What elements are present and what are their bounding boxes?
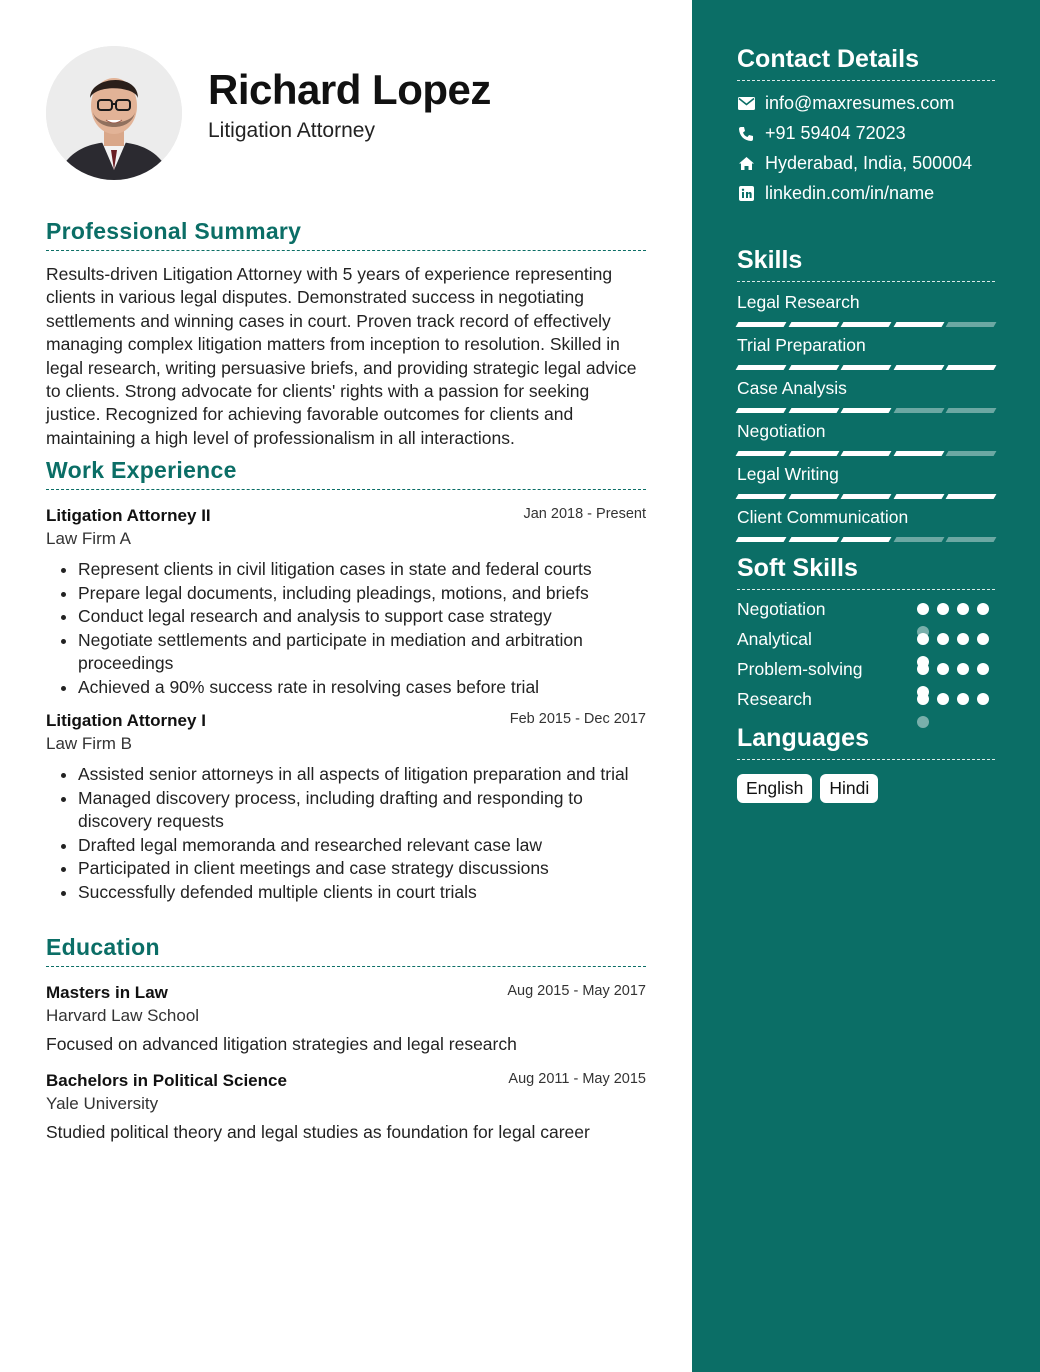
- bullet-item: • Assisted senior attorneys in all aspects of litigation preparation and trial: [78, 763, 646, 787]
- phone-text: +91 59404 72023: [765, 123, 906, 143]
- skill-bar: [737, 408, 995, 413]
- rating-dot: [937, 603, 949, 615]
- skill-bar-segment: [788, 537, 838, 542]
- skill-bar-segment: [736, 451, 786, 456]
- soft-skill-item: [737, 629, 995, 650]
- job-org: Law Firm B: [46, 734, 132, 753]
- experience-section: [46, 457, 646, 904]
- rating-dot: [977, 633, 989, 645]
- email-text: info@maxresumes.com: [765, 93, 955, 113]
- soft-skill-item: [737, 599, 995, 620]
- skills-section: [737, 246, 995, 542]
- skill-item: [737, 335, 995, 370]
- rating-dot: [977, 693, 989, 705]
- summary-heading: Professional Summary: [46, 218, 646, 251]
- contact-phone[interactable]: [737, 123, 995, 144]
- rating-dot: [917, 603, 929, 615]
- skill-bar: [737, 365, 995, 370]
- bullet-item: • Drafted legal memoranda and researched relevant case law: [78, 834, 646, 858]
- skill-bar-segment: [736, 408, 786, 413]
- degree: Bachelors in Political Science: [46, 1071, 287, 1090]
- skill-bar-segment: [946, 451, 996, 456]
- avatar: [46, 46, 182, 180]
- sidebar: [692, 0, 1040, 1372]
- rating-dot: [957, 693, 969, 705]
- experience-heading: Work Experience: [46, 457, 646, 490]
- skill-bar-segment: [788, 494, 838, 499]
- contact-section: [737, 45, 995, 204]
- soft-skills-section: [737, 554, 995, 710]
- bullet-item: • Conduct legal research and analysis to support case strategy: [78, 605, 646, 629]
- skill-bar-segment: [788, 451, 838, 456]
- language-tag: Hindi: [820, 774, 878, 803]
- skill-name: Client Communication: [737, 507, 909, 527]
- skill-item: [737, 378, 995, 413]
- rating-dot: [937, 663, 949, 675]
- skill-bar-segment: [893, 408, 943, 413]
- languages-section: [737, 724, 995, 803]
- skill-bar-segment: [841, 451, 891, 456]
- skill-bar: [737, 322, 995, 327]
- skill-bar-segment: [736, 537, 786, 542]
- envelope-icon: [737, 95, 755, 113]
- skill-bar-segment: [788, 408, 838, 413]
- skill-bar-segment: [841, 365, 891, 370]
- rating-dot: [957, 603, 969, 615]
- bullet-item: • Participated in client meetings and case strategy discussions: [78, 857, 646, 881]
- skill-bar-segment: [736, 365, 786, 370]
- skill-bar-segment: [946, 322, 996, 327]
- skill-bar-segment: [893, 537, 943, 542]
- job-bullets: [46, 763, 646, 904]
- person-name: Richard Lopez: [208, 66, 491, 113]
- education-entry: [46, 983, 646, 1055]
- soft-skill-rating: [917, 659, 995, 680]
- skill-bar-segment: [788, 365, 838, 370]
- education-entry: [46, 1071, 646, 1143]
- profile-photo: [46, 46, 182, 180]
- degree: Masters in Law: [46, 983, 168, 1002]
- skill-bar-segment: [946, 408, 996, 413]
- education-date: Aug 2015 - May 2017: [507, 983, 646, 999]
- job-title: Litigation Attorney: [208, 119, 375, 142]
- skill-name: Case Analysis: [737, 378, 847, 398]
- contact-linkedin[interactable]: [737, 183, 995, 204]
- soft-skill-name: Analytical: [737, 629, 812, 649]
- rating-dot: [957, 663, 969, 675]
- skill-item: [737, 292, 995, 327]
- summary-section: [46, 218, 646, 450]
- contact-email[interactable]: [737, 93, 995, 114]
- job-bullets: [46, 558, 646, 699]
- skill-bar-segment: [893, 494, 943, 499]
- rating-dot: [937, 693, 949, 705]
- rating-dot: [977, 663, 989, 675]
- education-description: Focused on advanced litigation strategies and legal research: [46, 1034, 517, 1054]
- language-list: [737, 774, 995, 803]
- contact-heading: Contact Details: [737, 45, 995, 81]
- school: Yale University: [46, 1094, 159, 1113]
- skill-bar-segment: [841, 408, 891, 413]
- skill-item: [737, 464, 995, 499]
- bullet-item: • Prepare legal documents, including pleadings, motions, and briefs: [78, 582, 646, 606]
- skill-bar: [737, 451, 995, 456]
- skill-name: Trial Preparation: [737, 335, 866, 355]
- bullet-item: • Represent clients in civil litigation cases in state and federal courts: [78, 558, 646, 582]
- skill-bar-segment: [841, 537, 891, 542]
- linkedin-icon: [737, 185, 755, 203]
- home-icon: [737, 155, 755, 173]
- skill-bar: [737, 537, 995, 542]
- skill-bar-segment: [946, 537, 996, 542]
- rating-dot: [917, 633, 929, 645]
- summary-text: Results-driven Litigation Attorney with 5 years of experience representing clients in various legal disputes. Demonstrated success in negotiating settlements and winning cases in court. Proven track record of effectively managing complex litigation matters from inception to resolution. Skilled in legal research, writing persuasive briefs, and providing strategic legal advice to clients. Strong advocate for clients' rights with a passion for seeking justice. Recognized for achieving favorable outcomes for clients and maintaining a high level of professionalism in all interactions.: [46, 264, 637, 448]
- bullet-item: • Achieved a 90% success rate in resolving cases before trial: [78, 676, 646, 700]
- rating-dot: [937, 633, 949, 645]
- skill-bar-segment: [893, 322, 943, 327]
- bullet-item: • Managed discovery process, including drafting and responding to discovery requests: [78, 787, 646, 834]
- skill-name: Legal Research: [737, 292, 860, 312]
- contact-address: [737, 153, 995, 174]
- soft-skill-rating: [917, 629, 995, 650]
- job-date: Jan 2018 - Present: [523, 506, 646, 522]
- skill-bar-segment: [893, 365, 943, 370]
- rating-dot: [977, 603, 989, 615]
- skill-bar-segment: [841, 494, 891, 499]
- education-description: Studied political theory and legal studies as foundation for legal career: [46, 1122, 590, 1142]
- job-entry: [46, 506, 646, 699]
- language-tag: English: [737, 774, 812, 803]
- job-date: Feb 2015 - Dec 2017: [509, 711, 646, 727]
- soft-skill-rating: [917, 599, 995, 620]
- rating-dot: [957, 633, 969, 645]
- soft-skill-name: Negotiation: [737, 599, 826, 619]
- soft-skill-item: [737, 659, 995, 680]
- phone-icon: [737, 125, 755, 143]
- school: Harvard Law School: [46, 1006, 200, 1025]
- skill-bar-segment: [946, 494, 996, 499]
- skill-item: [737, 421, 995, 456]
- rating-dot: [917, 663, 929, 675]
- education-heading: Education: [46, 934, 646, 967]
- skill-bar-segment: [788, 322, 838, 327]
- skill-bar-segment: [736, 322, 786, 327]
- address-text: Hyderabad, India, 500004: [765, 153, 973, 173]
- soft-skills-heading: Soft Skills: [737, 554, 995, 590]
- bullet-item: • Negotiate settlements and participate in mediation and arbitration proceedings: [78, 629, 646, 676]
- soft-skill-name: Research: [737, 689, 812, 709]
- soft-skill-item: [737, 689, 995, 710]
- linkedin-text: linkedin.com/in/name: [765, 183, 935, 203]
- skill-bar-segment: [946, 365, 996, 370]
- job-role: Litigation Attorney II: [46, 506, 211, 525]
- skill-bar-segment: [893, 451, 943, 456]
- job-entry: [46, 711, 646, 904]
- skills-list: [737, 292, 995, 542]
- skills-heading: Skills: [737, 246, 995, 282]
- job-role: Litigation Attorney I: [46, 711, 206, 730]
- soft-skill-name: Problem-solving: [737, 659, 863, 679]
- education-section: [46, 934, 646, 1143]
- skill-bar-segment: [736, 494, 786, 499]
- skill-item: [737, 507, 995, 542]
- skill-bar: [737, 494, 995, 499]
- bullet-item: • Successfully defended multiple clients in court trials: [78, 881, 646, 905]
- skill-name: Legal Writing: [737, 464, 839, 484]
- skill-bar-segment: [841, 322, 891, 327]
- soft-skill-rating: [917, 689, 995, 710]
- rating-dot: [917, 693, 929, 705]
- job-org: Law Firm A: [46, 529, 132, 548]
- education-date: Aug 2011 - May 2015: [508, 1071, 646, 1087]
- skill-name: Negotiation: [737, 421, 826, 441]
- languages-heading: Languages: [737, 724, 995, 760]
